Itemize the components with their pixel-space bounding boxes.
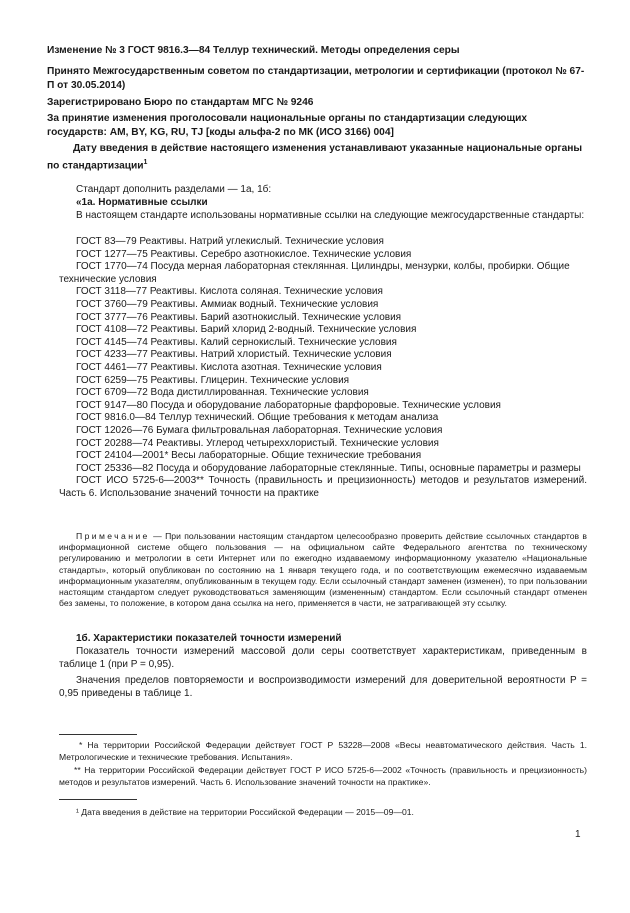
reference-item: ГОСТ 6709—72 Вода дистиллированная. Технические условия xyxy=(76,387,369,399)
section-1b-paragraph-2: Значения пределов повторяемости и воспроизводимости измерений для доверительной вероятности P = 0,95 приведены в таблице 1. xyxy=(59,675,587,699)
reference-item: ГОСТ 1770—74 Посуда мерная лабораторная стеклянная. Цилиндры, мензурки, колбы, пробирки. Общие технические условия xyxy=(59,261,570,285)
reference-item: ГОСТ 12026—76 Бумага фильтровальная лабораторная. Технические условия xyxy=(76,424,443,436)
page-number: 1 xyxy=(575,829,581,840)
references-list xyxy=(59,236,587,500)
footnote-double-star: ** На территории Российской Федерации действует ГОСТ Р ИСО 5725-6—2002 «Точность (правильность и прецизионность) методов и результатов измерений. Часть 6. Использование значений точности на практике». xyxy=(59,765,587,787)
reference-item: ГОСТ 4461—77 Реактивы. Кислота азотная. Технические условия xyxy=(76,361,382,373)
reference-item: ГОСТ 83—79 Реактивы. Натрий углекислый. Технические условия xyxy=(76,236,384,247)
footnote-star: * На территории Российской Федерации действует ГОСТ Р 53228—2008 «Весы неавтоматического действия. Часть 1. Метрологические и технические требования. Испытания». xyxy=(59,740,587,762)
reference-item: ГОСТ 25336—82 Посуда и оборудование лабораторные стеклянные. Типы, основные параметры и размеры xyxy=(76,462,581,474)
reference-item: ГОСТ 4233—77 Реактивы. Натрий хлористый. Технические условия xyxy=(76,349,392,361)
footnote-1: ¹ Дата введения в действие на территории Российской Федерации — 2015—09—01. xyxy=(76,807,414,817)
note-label: Примечание xyxy=(76,531,150,541)
reference-item: ГОСТ 6259—75 Реактивы. Глицерин. Технические условия xyxy=(76,374,350,386)
footnote-divider xyxy=(59,734,137,735)
effective-date-text: Дату введения в действие настоящего изменения устанавливают указанные национальные органы по стандартизации xyxy=(47,143,583,172)
section-1b-title: 1б. Характеристики показателей точности измерений xyxy=(76,633,342,644)
reference-item: ГОСТ 1277—75 Реактивы. Серебро азотнокислое. Технические условия xyxy=(76,248,412,260)
reference-item: ГОСТ 24104—2001* Весы лабораторные. Общие технические требования xyxy=(76,450,422,462)
intro-text: Стандарт дополнить разделами — 1а, 1б: xyxy=(76,184,272,195)
reference-item: ГОСТ 4145—74 Реактивы. Калий сернокислый. Технические условия xyxy=(76,336,397,348)
note-block xyxy=(59,531,587,609)
voting-statement: За принятие изменения проголосовали национальные органы по стандартизации следующих государств: AM, BY, KG, RU, TJ [коды альфа-2 по МК (ИСО 3166) 004] xyxy=(47,113,528,138)
effective-date-statement xyxy=(47,142,587,173)
reference-item: ГОСТ 4108—72 Реактивы. Барий хлорид 2-водный. Технические условия xyxy=(76,324,417,336)
amendment-title: Изменение № 3 ГОСТ 9816.3—84 Теллур технический. Методы определения серы xyxy=(47,45,460,56)
reference-item: ГОСТ 3760—79 Реактивы. Аммиак водный. Технические условия xyxy=(76,298,379,310)
section-1a-title: «1а. Нормативные ссылки xyxy=(76,197,208,208)
reference-item: ГОСТ 3118—77 Реактивы. Кислота соляная. Технические условия xyxy=(76,286,383,298)
adoption-statement: Принято Межгосударственным советом по стандартизации, метрологии и сертификации (протокол № 67-П от 30.05.2014) xyxy=(47,66,585,91)
section-1b-paragraph-1: Показатель точности измерений массовой доли серы соответствует характеристикам, приведенным в таблице 1 (при P = 0,95). xyxy=(59,646,587,670)
footnote-divider-2 xyxy=(59,799,137,800)
footnote-marker: 1 xyxy=(143,159,148,166)
registration-statement: Зарегистрировано Бюро по стандартам МГС № 9246 xyxy=(47,97,314,108)
reference-item: ГОСТ 9816.0—84 Теллур технический. Общие требования к методам анализа xyxy=(76,412,439,424)
reference-item: ГОСТ 20288—74 Реактивы. Углерод четыреххлористый. Технические условия xyxy=(76,437,439,449)
section-1a-text: В настоящем стандарте использованы нормативные ссылки на следующие межгосударственные стандарты: xyxy=(76,210,585,221)
reference-item: ГОСТ ИСО 5725-6—2003** Точность (правильность и прецизионность) методов и результатов измерений. Часть 6. Использование значений точности на практике xyxy=(59,475,587,499)
reference-item: ГОСТ 9147—80 Посуда и оборудование лабораторные фарфоровые. Технические условия xyxy=(76,399,501,411)
reference-item: ГОСТ 3777—76 Реактивы. Барий азотнокислый. Технические условия xyxy=(76,311,402,323)
note-text: — При пользовании настоящим стандартом целесообразно проверить действие ссылочных стандартов в информационной системе общего пользования — на официальном сайте Федерального агентства по техническому регулированию и метрологии в сети Интернет или по ежегодно издаваемому информационному указателю «Национальные стандарты», который опубликован по состоянию на 1 января текущего года, и по соответствующим ежемесячно издаваемым информационным указателям, опубликованным в текущем году. Если ссылочный стандарт заменен (изменен), то при пользовании настоящим стандартом следует руководствоваться заменяющим (измененным) стандартом. Если ссылочный стандарт отменен без замены, то положение, в котором дана ссылка на него, применяется в части, не затрагивающей эту ссылку. xyxy=(59,531,588,609)
